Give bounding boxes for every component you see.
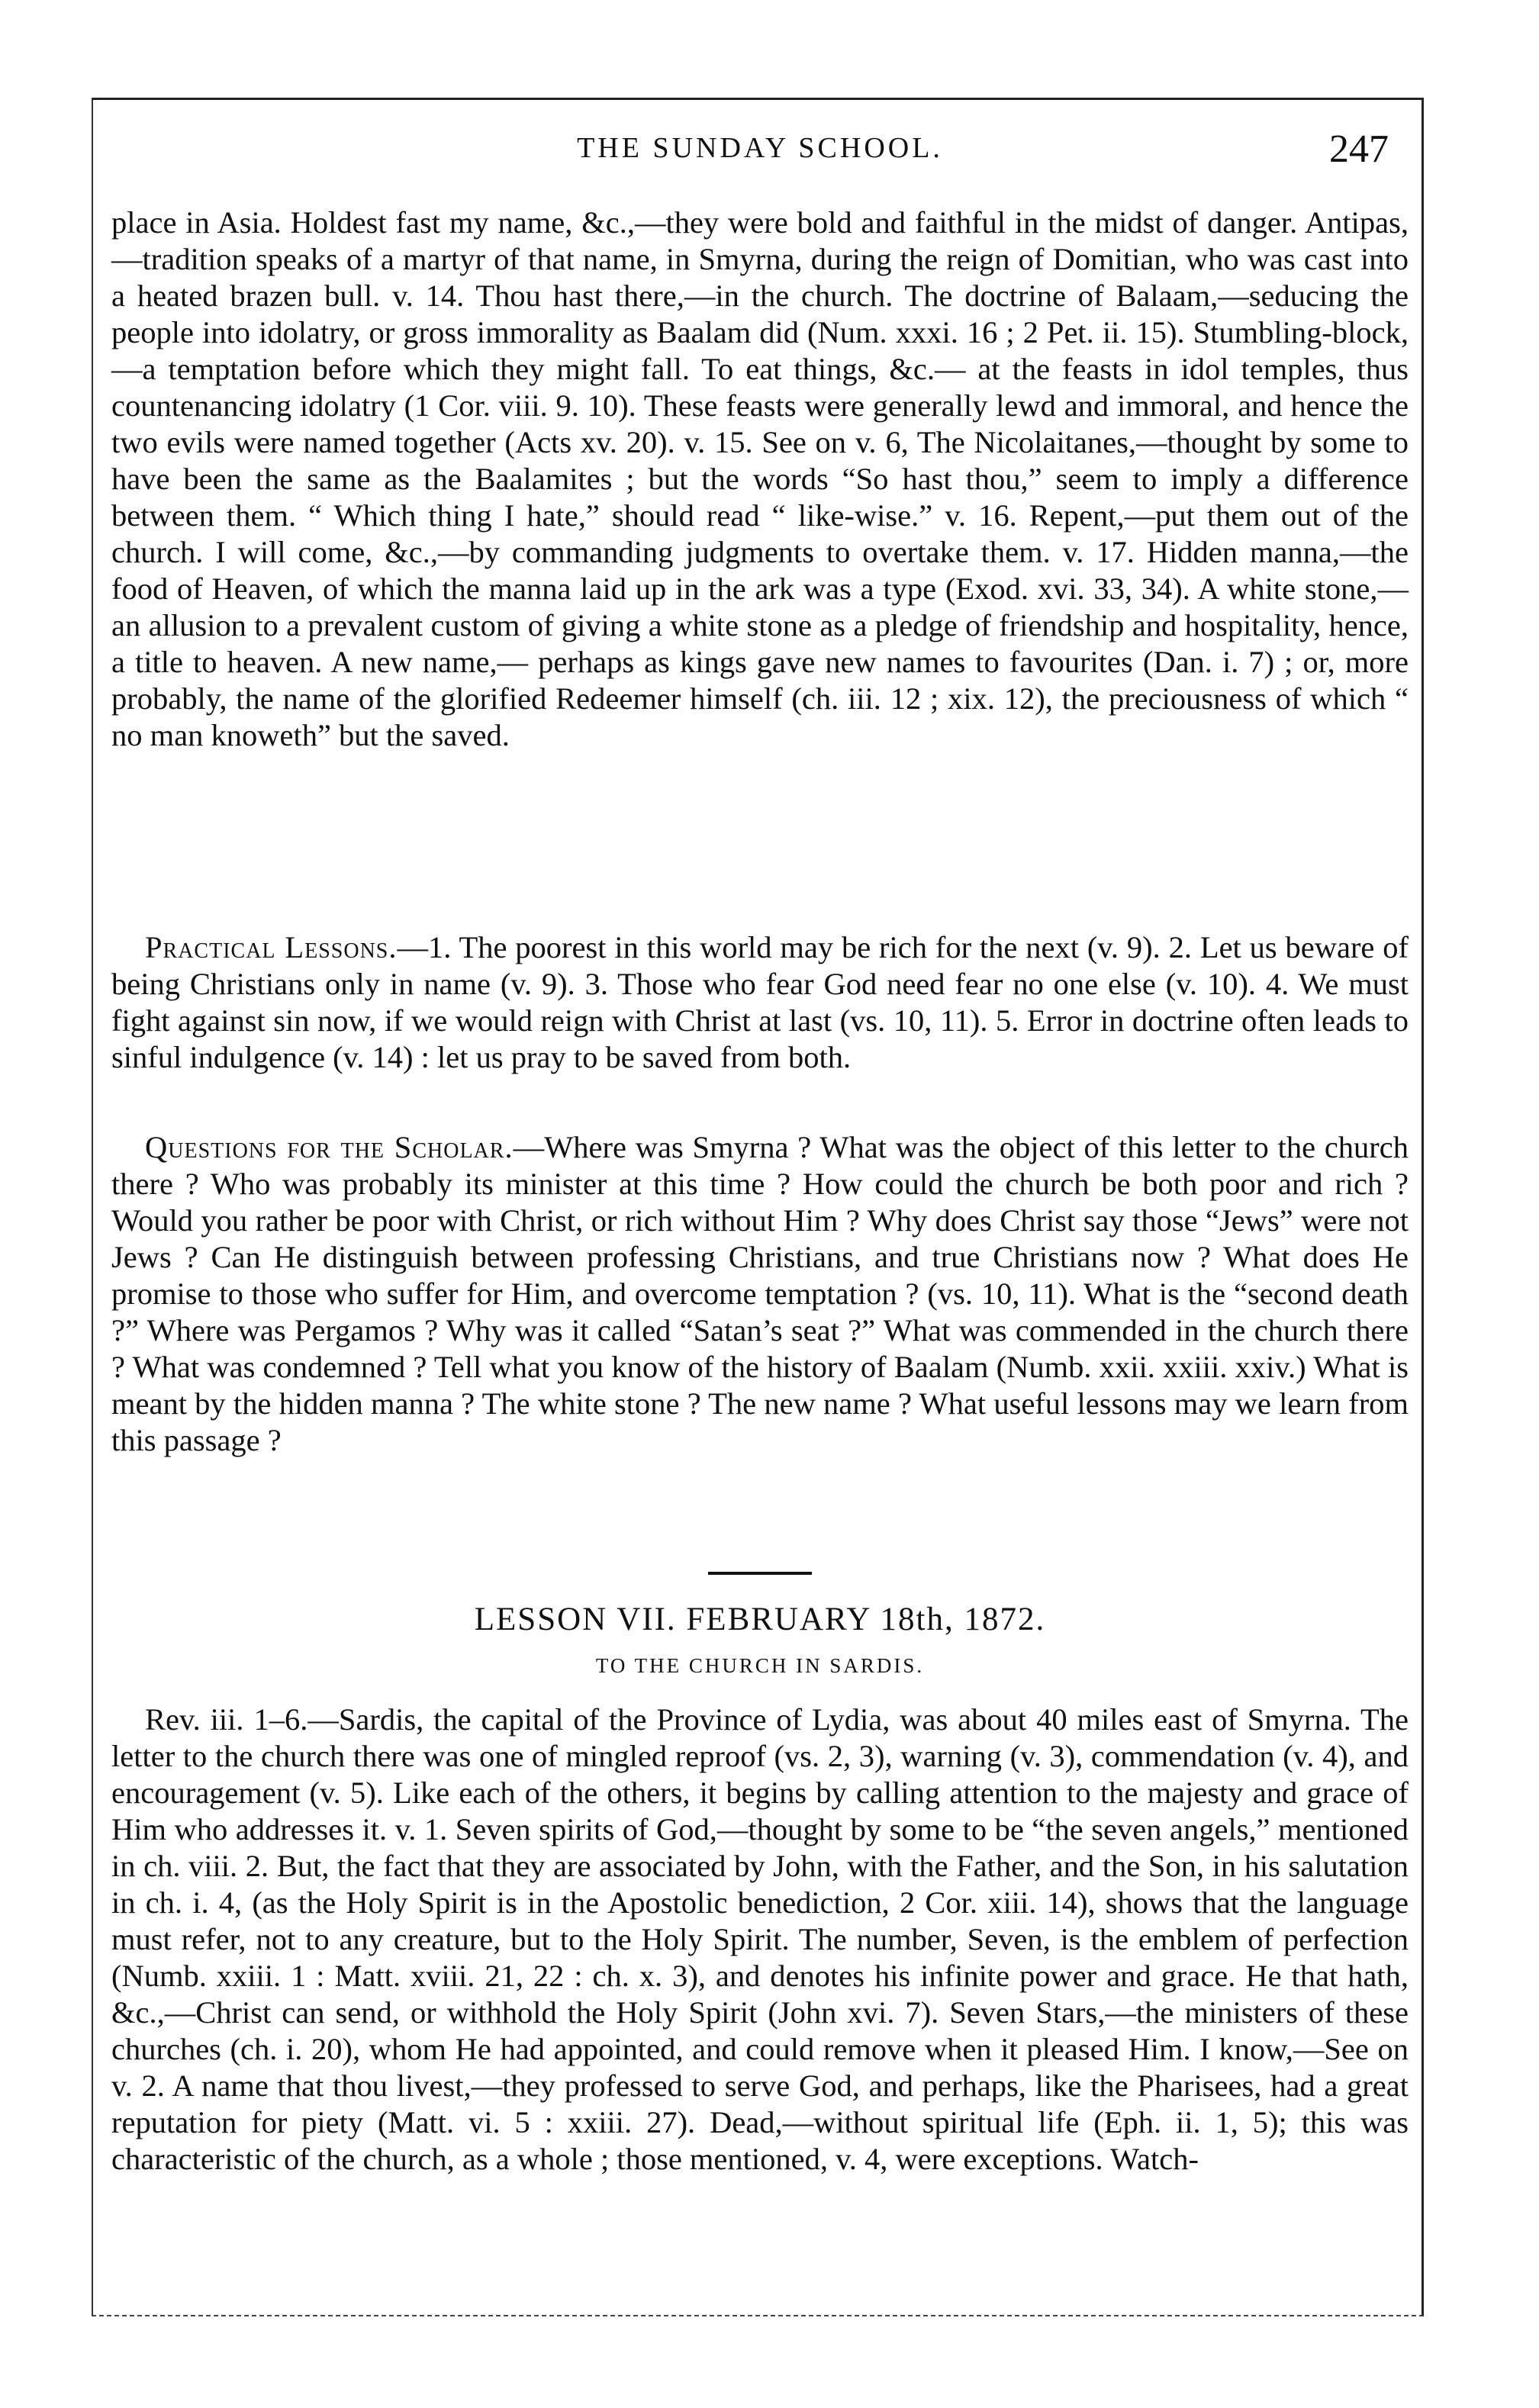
section-divider	[708, 1572, 812, 1575]
practical-lessons-text: —1. The poorest in this world may be rich for the next (v. 9). 2. Let us beware of being Christians only in name (v. 9). 3. Those who fear God need fear no one else (v. 10). 4. We must fight against sin now, if we would reign with Christ at last (vs. 10, 11). 5. Error in doctrine often leads to sinful indulgence (v. 14) : let us pray to be saved from both.	[111, 930, 1409, 1074]
questions-paragraph	[111, 1129, 1409, 1532]
practical-lessons-label: Practical Lessons.	[145, 930, 398, 964]
lesson-commentary-paragraph: Rev. iii. 1–6.—Sardis, the capital of the Province of Lydia, was about 40 miles east of Smyrna. The letter to the church there was one of mingled reproof (vs. 2, 3), warning (v. 3), commendation (v. 4), and encouragement (v. 5). Like each of the others, it begins by calling attention to the majesty and grace of Him who addresses it. v. 1. Seven spirits of God,—thought by some to be “the seven angels,” mentioned in ch. viii. 2. But, the fact that they are associated by John, with the Father, and the Son, in his salutation in ch. i. 4, (as the Holy Spirit is in the Apostolic benediction, 2 Cor. xiii. 14), shows that the language must refer, not to any creature, but to the Holy Spirit. The number, Seven, is the emblem of perfection (Numb. xxiii. 1 : Matt. xviii. 21, 22 : ch. x. 3), and denotes his infinite power and grace. He that hath, &c.,—Christ can send, or withhold the Holy Spirit (John xvi. 7). Seven Stars,—the ministers of these churches (ch. i. 20), whom He had appointed, and could remove when it pleased Him. I know,—See on v. 2. A name that thou livest,—they professed to serve God, and perhaps, like the Pharisees, had a great reputation for piety (Matt. vi. 5 : xxiii. 27). Dead,—without spiritual life (Eph. ii. 1, 5); this was characteristic of the church, as a whole ; those mentioned, v. 4, were exceptions. Watch-	[111, 1702, 1409, 2176]
page-number: 247	[1329, 127, 1389, 171]
lesson-title: LESSON VII. FEBRUARY 18th, 1872.	[474, 1602, 1046, 1637]
questions-label: Questions for the Scholar.	[145, 1130, 514, 1164]
running-head: THE SUNDAY SCHOOL.	[577, 132, 943, 164]
page-body	[111, 204, 1409, 2178]
commentary-paragraph: place in Asia. Holdest fast my name, &c.,—they were bold and faithful in the midst of danger. Antipas,—tradition speaks of a martyr of that name, in Smyrna, during the reign of Domitian, who was cast into a heated brazen bull. v. 14. Thou hast there,—in the church. The doctrine of Balaam,—seducing the people into idolatry, or gross immorality as Baalam did (Num. xxxi. 16 ; 2 Pet. ii. 15). Stumbling-block,—a temptation before which they might fall. To eat things, &c.— at the feasts in idol temples, thus countenancing idolatry (1 Cor. viii. 9. 10). These feasts were generally lewd and immoral, and hence the two evils were named together (Acts xv. 20). v. 15. See on v. 6, The Nicolaitanes,—thought by some to have been the same as the Baalamites ; but the words “So hast thou,” seem to imply a difference between them. “ Which thing I hate,” should read “ like-wise.” v. 16. Repent,—put them out of the church. I will come, &c.,—by commanding judgments to overtake them. v. 17. Hidden manna,—the food of Heaven, of which the manna laid up in the ark was a type (Exod. xvi. 33, 34). A white stone,—an allusion to a prevalent custom of giving a white stone as a pledge of friendship and hospitality, hence, a title to heaven. A new name,— perhaps as kings gave new names to favourites (Dan. i. 7) ; or, more probably, the name of the glorified Redeemer himself (ch. iii. 12 ; xix. 12), the preciousness of which “ no man knoweth” but the saved.	[111, 205, 1409, 752]
page-header	[111, 127, 1409, 185]
lesson-subtitle: TO THE CHURCH IN SARDIS.	[595, 1654, 925, 1677]
questions-text: —Where was Smyrna ? What was the object of this letter to the church there ? Who was probably its minister at this time ? How could the church be both poor and rich ? Would you rather be poor with Christ, or rich without Him ? Why does Christ say those “Jews” were not Jews ? Can He distinguish between professing Christians, and true Christians now ? What does He promise to those who suffer for Him, and overcome temptation ? (vs. 10, 11). What is the “second death ?” Where was Pergamos ? Why was it called “Satan’s seat ?” What was commended in the church there ? What was condemned ? Tell what you know of the history of Baalam (Numb. xxii. xxiii. xxiv.) What is meant by the hidden manna ? The white stone ? The new name ? What useful lessons may we learn from this passage ?	[111, 1130, 1409, 1457]
practical-lessons-paragraph	[111, 929, 1409, 1112]
